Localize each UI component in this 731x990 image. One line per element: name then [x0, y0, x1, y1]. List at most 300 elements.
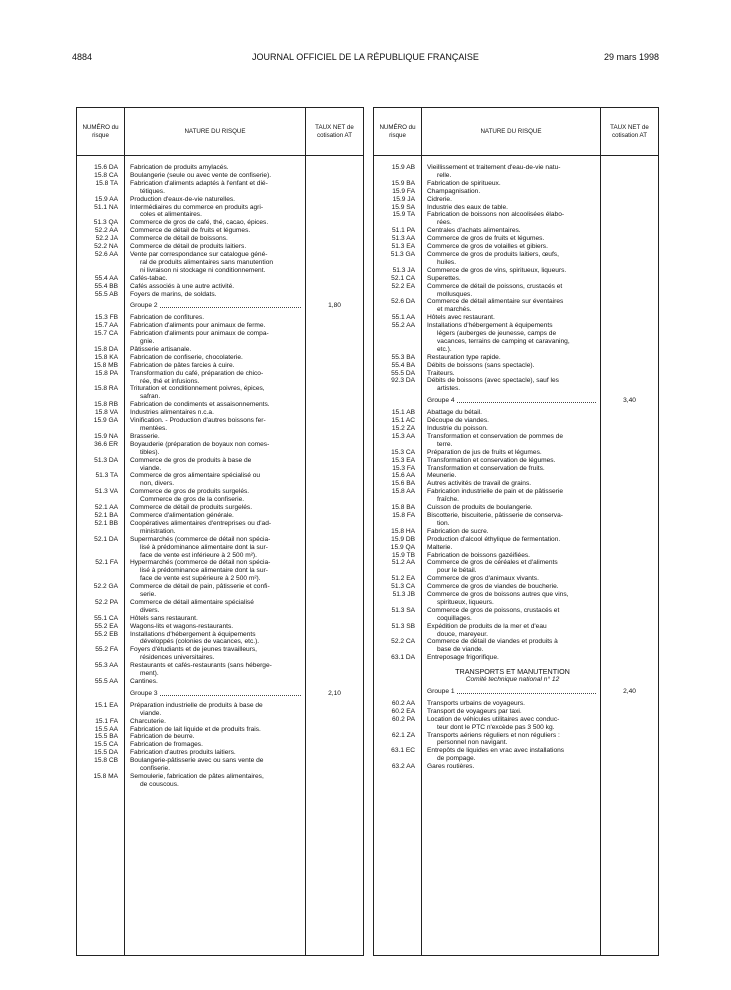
risk-nature-line: Malterie.	[427, 543, 453, 551]
risk-code: 52.2 AA	[94, 227, 118, 235]
table-row	[77, 504, 363, 512]
risk-nature	[124, 583, 306, 599]
risk-nature	[421, 164, 601, 180]
risk-nature-line: Transformation et conservation de pommes de	[427, 432, 564, 440]
table-row	[77, 291, 363, 299]
risk-nature-line: Autres activités de travail de grains.	[427, 480, 532, 488]
table-row	[374, 623, 658, 639]
risk-code: 63.1 EC	[391, 747, 415, 755]
risk-nature	[421, 267, 601, 275]
risk-code: 55.3 AA	[94, 662, 118, 670]
risk-nature	[124, 291, 306, 299]
risk-nature	[421, 716, 601, 732]
risk-nature-line: Préparation industrielle de produits à base de	[130, 701, 263, 709]
risk-nature-line: divers.	[140, 606, 160, 614]
table-row	[77, 757, 363, 773]
risk-nature-line: Vinification. - Production d'autres boissons fer-	[130, 417, 266, 425]
risk-nature	[124, 488, 306, 504]
risk-nature	[124, 678, 306, 686]
risk-nature-line: Commerce de détail de produits surgelés.	[130, 504, 253, 512]
risk-code: 51.3 JB	[392, 591, 415, 599]
risk-nature	[421, 275, 601, 283]
table-row	[374, 638, 658, 654]
risk-nature-line: Hypermarchés (commerce de détail non spécia-	[130, 559, 271, 567]
risk-code: 15.8 MB	[93, 361, 118, 369]
risk-code: 51.3 SB	[391, 622, 415, 630]
table-row	[77, 370, 363, 386]
table-row	[374, 488, 658, 504]
risk-nature-line: rées.	[437, 219, 452, 227]
risk-code: 52.1 DA	[94, 535, 118, 543]
risk-nature-line: Commerce de gros de produits laitiers, œufs,	[427, 250, 559, 258]
risk-nature	[421, 211, 601, 227]
risk-nature-line: Industrie du poisson.	[427, 425, 488, 432]
risk-code: 15.9 DB	[391, 535, 415, 543]
risk-nature	[124, 520, 306, 536]
table-row	[77, 662, 363, 678]
risk-nature	[124, 314, 306, 322]
risk-nature	[124, 615, 306, 623]
risk-nature	[124, 409, 306, 417]
risk-code: 15.8 MA	[93, 772, 118, 780]
risk-nature	[421, 528, 601, 536]
risk-nature-line: Commerce de gros de fruits et légumes.	[427, 235, 545, 243]
risk-nature-line: mollusques.	[437, 290, 473, 298]
risk-code: 51.2 EA	[391, 575, 415, 583]
table-row	[374, 433, 658, 449]
risk-nature-line: Supermarchés (commerce de détail non spécia-	[130, 535, 271, 543]
risk-nature	[421, 623, 601, 639]
risk-nature	[421, 544, 601, 552]
risk-nature-line: Commerce de gros de céréales et d'aliments	[427, 559, 558, 567]
table-row	[374, 654, 658, 662]
risk-nature-line: Brasserie.	[130, 432, 160, 440]
table-row	[374, 370, 658, 378]
risk-nature-line: Restaurants et cafés-restaurants (sans héberge-	[130, 662, 272, 670]
risk-nature-line: Fabrication de pâtes farcies à cuire.	[130, 361, 235, 369]
page-number: 4884	[72, 52, 93, 62]
risk-nature	[421, 283, 601, 299]
risk-nature-line: Biscotterie, biscuiterie, pâtisserie de conserva-	[427, 511, 563, 519]
group-row	[77, 302, 363, 310]
risk-code: 55.4 AA	[94, 274, 118, 282]
table-row	[77, 726, 363, 734]
risk-nature-line: Fabrication de condiments et assaisonnements.	[130, 401, 270, 409]
risk-nature-line: Commerce de détail de boissons.	[130, 235, 228, 243]
table-row	[374, 180, 658, 188]
risk-nature	[124, 330, 306, 346]
risk-code: 55.5 DA	[391, 369, 415, 377]
risk-nature-line: Charcuterie.	[130, 717, 166, 725]
risk-code: 15.6 DA	[94, 164, 118, 171]
header-nature: NATURE DU RISQUE	[184, 127, 246, 135]
risk-nature	[421, 322, 601, 354]
table-row	[77, 457, 363, 473]
risk-nature-line: fraîche.	[437, 496, 459, 504]
risk-nature-line: vacances, terrains de camping et caravaning,	[437, 337, 570, 345]
table-row	[77, 631, 363, 647]
risk-nature-line: Foyers de marins, de soldats.	[130, 290, 217, 298]
risk-nature	[421, 504, 601, 512]
table-row	[77, 441, 363, 457]
table-row	[374, 362, 658, 370]
risk-nature	[124, 362, 306, 370]
risk-nature	[421, 354, 601, 362]
risk-code: 52.2 GA	[93, 583, 118, 591]
group-row	[374, 688, 658, 696]
risk-nature-line: tion.	[437, 519, 450, 527]
risk-nature-line: Foyers d'étudiants et de jeunes travailleurs,	[130, 646, 257, 654]
risk-code: 15.5 DA	[94, 749, 118, 757]
risk-nature	[124, 741, 306, 749]
risk-nature-line: Débits de boissons (sans spectacle).	[427, 361, 535, 369]
rows-right	[374, 164, 658, 955]
risk-nature-line: Centrales d'achats alimentaires.	[427, 227, 521, 235]
risk-nature	[421, 465, 601, 473]
table-row	[77, 646, 363, 662]
risk-code: 52.1 BB	[94, 519, 118, 527]
risk-nature	[124, 164, 306, 172]
risk-code: 52.1 CA	[391, 274, 415, 282]
risk-nature	[421, 472, 601, 480]
risk-nature	[124, 401, 306, 409]
risk-nature-line: Traiteurs.	[427, 369, 455, 377]
table-row	[374, 204, 658, 212]
risk-nature-line: pour le bétail.	[437, 567, 477, 575]
table-row	[77, 283, 363, 291]
table-row	[77, 180, 363, 196]
risk-nature-line: Pâtisserie artisanale.	[130, 345, 192, 353]
risk-code: 51.3 DA	[94, 456, 118, 464]
risk-nature-line: Commerce de gros de volailles et gibiers.	[427, 243, 548, 251]
risk-nature-line: Installations d'hébergement à équipements	[427, 322, 553, 330]
table-row	[77, 362, 363, 370]
table-row	[374, 708, 658, 716]
table-row	[77, 702, 363, 718]
risk-nature-line: de couscous.	[140, 780, 179, 788]
subsection-heading	[374, 676, 658, 684]
risk-nature-line: Commerce de gros de boissons autres que vins,	[427, 591, 569, 599]
table-row	[77, 773, 363, 789]
table-row	[374, 298, 658, 314]
risk-nature	[124, 204, 306, 220]
risk-nature-line: Transports aériens réguliers et non réguliers :	[427, 731, 560, 739]
risk-nature-line: Commerce de gros de vins, spiritueux, liqueurs.	[427, 266, 567, 274]
risk-table-left	[76, 107, 364, 956]
risk-nature-line: Commerce de détail de pain, pâtisserie et confi-	[130, 583, 270, 591]
risk-nature-line: Abattage du bétail.	[427, 409, 482, 417]
risk-nature	[421, 583, 601, 591]
table-row	[77, 417, 363, 433]
risk-nature	[124, 773, 306, 789]
risk-nature-line: Transformation et conservation de légumes.	[427, 456, 556, 464]
risk-nature	[124, 702, 306, 718]
risk-nature-line: Boulangerie-pâtisserie avec ou sans vente de	[130, 757, 264, 765]
table-row	[374, 559, 658, 575]
risk-nature-line: légers (auberges de jeunesse, camps de	[437, 330, 557, 338]
risk-nature-line: Semoulerie, fabrication de pâtes alimentaires,	[130, 772, 264, 780]
risk-nature-line: Transport de voyageurs par taxi.	[427, 707, 522, 715]
risk-code: 55.2 EB	[94, 630, 118, 638]
table-row	[77, 472, 363, 488]
risk-nature-line: Fabrication d'aliments adaptés à l'enfant et dié-	[130, 179, 268, 187]
risk-nature-line: Transports urbains de voyageurs.	[427, 699, 525, 707]
risk-nature-line: Fabrication de confiserie, chocolaterie.	[130, 353, 243, 361]
risk-nature-line: Fabrication de confitures.	[130, 314, 205, 322]
table-row	[77, 346, 363, 354]
table-row	[374, 763, 658, 771]
table-row	[374, 583, 658, 591]
risk-nature-line: teur dont le PTC n'excède pas 3 500 kg.	[437, 723, 555, 731]
risk-nature	[124, 726, 306, 734]
table-row	[374, 504, 658, 512]
table-row	[77, 314, 363, 322]
risk-code: 15.3 CA	[391, 448, 415, 456]
risk-code: 51.3 JA	[392, 266, 415, 274]
risk-nature-line: Débits de boissons (avec spectacle), sauf les	[427, 377, 559, 385]
risk-nature-line: Restauration type rapide.	[427, 353, 501, 361]
risk-code: 15.5 BA	[94, 733, 118, 741]
table-row	[374, 409, 658, 417]
risk-nature	[421, 654, 601, 662]
table-row	[77, 243, 363, 251]
risk-nature-line: Installations d'hébergement à équipements	[130, 630, 256, 638]
risk-nature-line: face de vente est supérieure à 2 500 m²).	[140, 575, 261, 583]
risk-code: 15.8 BA	[391, 504, 415, 512]
table-row	[374, 480, 658, 488]
risk-nature-line: Commerce de détail alimentaire sur éventaires	[427, 298, 564, 306]
table-row	[374, 575, 658, 583]
risk-nature	[124, 623, 306, 631]
risk-code: 51.2 AA	[391, 559, 415, 567]
risk-nature	[124, 512, 306, 520]
risk-nature-line: mentées.	[140, 425, 168, 432]
risk-nature	[124, 733, 306, 741]
risk-code: 15.9 JA	[392, 195, 415, 203]
risk-nature-line: rée, thé et infusions.	[140, 377, 200, 385]
risk-code: 15.1 EA	[94, 701, 118, 709]
risk-nature-line: lisé à prédominance alimentaire dont la sur-	[140, 543, 268, 551]
group-rate: 1,80	[328, 302, 341, 310]
table-row	[77, 583, 363, 599]
risk-code: 51.3 CA	[391, 583, 415, 591]
table-row	[374, 700, 658, 708]
risk-nature-line: lisé à prédominance alimentaire dont la sur-	[140, 567, 268, 575]
risk-nature-line: artistes.	[437, 385, 461, 393]
table-row	[77, 433, 363, 441]
risk-table-right	[373, 107, 659, 956]
risk-code: 15.9 NA	[94, 432, 118, 440]
risk-nature-line: Trituration et conditionnement poivres, épices,	[130, 385, 265, 393]
risk-nature	[421, 488, 601, 504]
risk-nature	[421, 370, 601, 378]
risk-code: 15.9 FA	[392, 187, 415, 195]
group-rate: 2,40	[623, 688, 636, 695]
table-row	[374, 747, 658, 763]
risk-code: 51.1 NA	[94, 203, 118, 211]
risk-code: 55.2 FA	[95, 646, 118, 654]
risk-code: 15.7 AA	[94, 322, 118, 330]
risk-code: 55.1 CA	[94, 614, 118, 622]
risk-nature	[421, 512, 601, 528]
risk-nature-line: non, divers.	[140, 480, 175, 488]
table-row	[374, 211, 658, 227]
risk-code: 15.3 FB	[94, 314, 118, 322]
table-row	[374, 354, 658, 362]
risk-code: 51.3 GA	[390, 250, 415, 258]
risk-nature-line: Superettes.	[427, 274, 461, 282]
table-row	[374, 552, 658, 560]
risk-nature	[124, 251, 306, 275]
risk-nature-line: face de vente est inférieure à 2 500 m²).	[140, 551, 257, 559]
risk-nature	[421, 243, 601, 251]
risk-nature-line: base de viande.	[437, 646, 484, 654]
risk-code: 51.3 EA	[391, 243, 415, 251]
risk-nature-line: Commerce d'alimentation générale.	[130, 511, 234, 519]
risk-nature	[124, 504, 306, 512]
risk-code: 52.1 FA	[95, 559, 118, 567]
table-row	[77, 227, 363, 235]
group-label: Groupe 3	[130, 689, 158, 697]
table-row	[374, 457, 658, 465]
risk-code: 15.5 AA	[94, 725, 118, 733]
risk-nature-line: Fabrication de boissons non alcoolisées élabo-	[427, 211, 565, 219]
risk-code: 15.9 GA	[93, 417, 118, 425]
risk-nature	[421, 362, 601, 370]
risk-nature	[421, 607, 601, 623]
risk-nature-line: Vieillissement et traitement d'eau-de-vie natu-	[427, 164, 561, 171]
risk-code: 55.1 AA	[391, 314, 415, 322]
risk-nature-line: Commerce de détail de poissons, crustacés et	[427, 282, 563, 290]
risk-nature	[124, 219, 306, 227]
table-row	[374, 425, 658, 433]
risk-nature-line: spiritueux, liqueurs.	[437, 598, 494, 606]
risk-nature	[124, 433, 306, 441]
risk-code: 60.2 EA	[391, 707, 415, 715]
risk-nature	[124, 196, 306, 204]
risk-code: 15.8 DA	[94, 345, 118, 353]
risk-nature-line: ministration.	[140, 527, 176, 535]
risk-code: 55.4 BA	[391, 361, 415, 369]
risk-nature	[124, 180, 306, 196]
risk-nature-line: coquillages.	[437, 614, 472, 622]
risk-nature	[124, 227, 306, 235]
risk-nature	[421, 700, 601, 708]
risk-nature-line: résidences universitaires.	[140, 654, 215, 662]
risk-nature-line: Industries alimentaires n.c.a.	[130, 409, 214, 417]
risk-code: 15.9 BA	[391, 179, 415, 187]
risk-nature-line: Hôtels sans restaurant.	[130, 614, 198, 622]
risk-nature-line: personnel non navigant.	[437, 739, 508, 747]
risk-nature	[421, 536, 601, 544]
risk-nature	[421, 204, 601, 212]
table-row	[374, 164, 658, 180]
risk-nature-line: ral de produits alimentaires sans manutention	[140, 258, 274, 266]
risk-nature	[421, 180, 601, 188]
risk-code: 15.3 FA	[392, 464, 415, 472]
risk-nature-line: confiserie.	[140, 765, 171, 773]
risk-nature	[124, 662, 306, 678]
risk-nature-line: Industrie des eaux de table.	[427, 203, 509, 211]
risk-code: 15.3 AA	[391, 432, 415, 440]
table-row	[374, 267, 658, 275]
risk-nature-line: Commerce de gros de poissons, crustacés et	[427, 606, 560, 614]
risk-nature-line: développés (colonies de vacances, etc.).	[140, 638, 260, 646]
risk-nature-line: Intermédiaires du commerce en produits agri-	[130, 203, 264, 211]
table-row	[374, 716, 658, 732]
group-row	[77, 690, 363, 698]
table-row	[77, 219, 363, 227]
risk-code: 15.8 VA	[95, 409, 118, 417]
risk-code: 52.1 AA	[94, 504, 118, 512]
risk-nature	[124, 631, 306, 647]
section-title: TRANSPORTS ET MANUTENTION	[455, 667, 570, 677]
subsection-title: Comité technique national n° 12	[465, 676, 560, 684]
risk-nature-line: Cidrerie.	[427, 195, 452, 203]
risk-nature-line: Commerce de gros de viandes de boucherie.	[427, 583, 559, 591]
risk-nature-line: Commerce de gros alimentaire spécialisé ou	[130, 472, 261, 480]
risk-nature	[421, 449, 601, 457]
risk-nature-line: Commerce de gros de café, thé, cacao, épices.	[130, 219, 269, 227]
risk-code: 51.3 SA	[391, 606, 415, 614]
risk-nature-line: Cuisson de produits de boulangerie.	[427, 504, 533, 512]
risk-nature-line: terre.	[437, 440, 453, 448]
risk-nature	[124, 370, 306, 386]
risk-code: 15.8 HA	[391, 527, 415, 535]
risk-nature-line: Commerce de gros de produits à base de	[130, 456, 252, 464]
risk-nature	[124, 283, 306, 291]
risk-code: 52.6 DA	[391, 298, 415, 306]
risk-nature-line: Fabrication de spiritueux.	[427, 179, 501, 187]
table-row	[77, 401, 363, 409]
risk-nature	[421, 298, 601, 314]
table-row	[77, 251, 363, 275]
risk-nature	[124, 457, 306, 473]
risk-code: 15.9 TB	[392, 551, 415, 559]
table-row	[374, 188, 658, 196]
risk-nature	[124, 172, 306, 180]
header-rate: TAUX NET de cotisation AT	[610, 124, 649, 139]
table-row	[374, 528, 658, 536]
risk-code: 15.8 CA	[94, 171, 118, 179]
risk-code: 15.9 TA	[392, 211, 415, 219]
table-row	[77, 172, 363, 180]
table-row	[77, 623, 363, 631]
group-label: Groupe 4	[427, 397, 455, 405]
risk-nature-line: Cafés-tabac.	[130, 274, 168, 282]
risk-nature-line: Wagons-lits et wagons-restaurants.	[130, 622, 234, 630]
risk-code: 15.8 PA	[95, 369, 118, 377]
rows-left	[77, 164, 363, 955]
table-row	[77, 599, 363, 615]
risk-code: 15.1 AC	[391, 417, 415, 425]
risk-nature-line: Préparation de jus de fruits et légumes.	[427, 448, 542, 456]
table-row	[77, 536, 363, 560]
risk-code: 52.2 PA	[95, 598, 118, 606]
risk-nature-line: Commerce de gros d'animaux vivants.	[427, 575, 539, 583]
table-row	[374, 536, 658, 544]
risk-nature-line: Commerce de gros de produits surgelés.	[130, 488, 250, 496]
risk-nature-line: tibles).	[140, 448, 160, 456]
risk-nature-line: Cantines.	[130, 678, 158, 685]
risk-nature-line: Fabrication de produits amylacés.	[130, 164, 229, 171]
table-row	[77, 275, 363, 283]
table-row	[77, 164, 363, 172]
page-header	[72, 52, 659, 66]
risk-code: 15.8 RA	[94, 385, 118, 393]
risk-nature-line: Découpe de viandes.	[427, 417, 489, 425]
table-row	[77, 615, 363, 623]
